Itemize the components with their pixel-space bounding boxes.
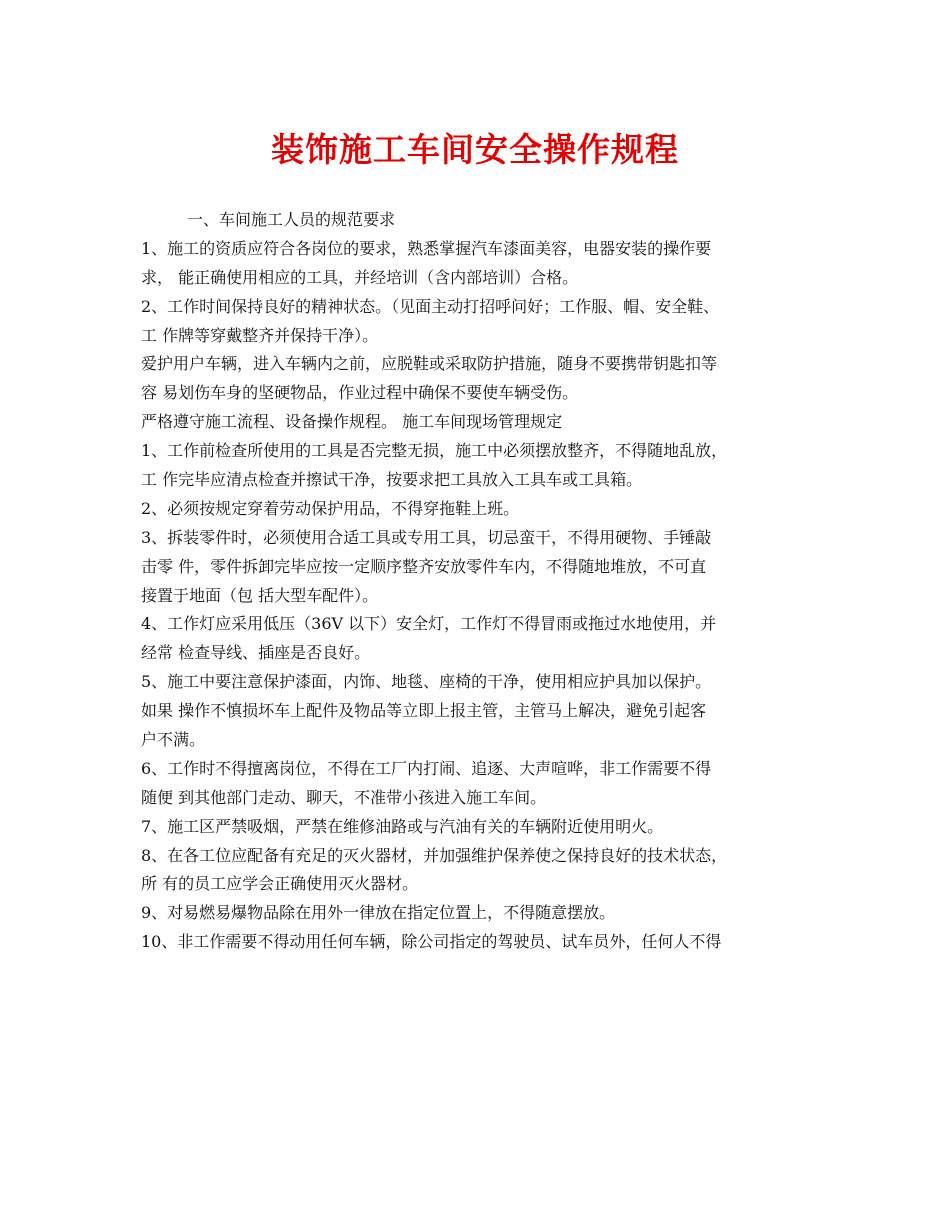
paragraph-line: 9、对易燃易爆物品除在用外一律放在指定位置上，不得随意摆放。 — [141, 903, 616, 923]
document-body — [141, 206, 831, 957]
paragraph-line: 6、工作时不得擅离岗位，不得在工厂内打闹、追逐、大声喧哗，非工作需要不得 — [141, 758, 712, 778]
paragraph-line: 4、工作灯应采用低压（36V 以下）安全灯，工作灯不得冒雨或拖过水地使用，并 — [141, 614, 717, 634]
paragraph-line: 1、工作前检查所使用的工具是否完整无损，施工中必须摆放整齐，不得随地乱放， — [141, 441, 728, 461]
paragraph-line: 接置于地面（包 括大型车配件）。 — [141, 585, 379, 605]
paragraph-line: 严格遵守施工流程、设备操作规程。 施工车间现场管理规定 — [141, 412, 563, 432]
paragraph-line: 求， 能正确使用相应的工具，并经培训（含内部培训）合格。 — [141, 267, 579, 287]
paragraph-line: 所 有的员工应学会正确使用灭火器材。 — [141, 874, 419, 894]
paragraph-line: 8、在各工位应配备有充足的灭火器材，并加强维护保养使之保持良好的技术状态， — [141, 845, 728, 865]
paragraph-line: 爱护用户车辆，进入车辆内之前，应脱鞋或采取防护措施，随身不要携带钥匙扣等 — [141, 354, 718, 374]
paragraph-line: 2、必须按规定穿着劳动保护用品，不得穿拖鞋上班。 — [141, 498, 520, 518]
paragraph-line: 3、拆装零件时，必须使用合适工具或专用工具，切忌蛮干，不得用硬物、手锤敲 — [141, 527, 712, 547]
section-heading: 一、车间施工人员的规范要求 — [187, 210, 396, 229]
paragraph-line: 随便 到其他部门走动、聊天，不准带小孩进入施工车间。 — [141, 787, 547, 807]
paragraph-line: 经常 检查导线、插座是否良好。 — [141, 643, 371, 663]
paragraph-line: 10、非工作需要不得动用任何车辆，除公司指定的驾驶员、试车员外，任何人不得 — [141, 932, 722, 952]
paragraph-line: 户不满。 — [141, 730, 206, 750]
paragraph-line: 工 作牌等穿戴整齐并保持干净）。 — [141, 325, 379, 345]
document-title: 装饰施工车间安全操作规程 — [271, 130, 679, 169]
paragraph-line: 如果 操作不慎损坏车上配件及物品等立即上报主管，主管马上解决，避免引起客 — [141, 701, 707, 721]
paragraph-line: 击零 件，零件拆卸完毕应按一定顺序整齐安放零件车内，不得随地堆放，不可直 — [141, 556, 707, 576]
paragraph-line: 容 易划伤车身的坚硬物品，作业过程中确保不要使车辆受伤。 — [141, 383, 579, 403]
paragraph-line: 7、施工区严禁吸烟，严禁在维修油路或与汽油有关的车辆附近使用明火。 — [141, 816, 664, 836]
paragraph-line: 1、施工的资质应符合各岗位的要求，熟悉掌握汽车漆面美容，电器安装的操作要 — [141, 238, 712, 258]
paragraph-line: 工 作完毕应清点检查并擦试干净，按要求把工具放入工具车或工具箱。 — [141, 470, 643, 490]
paragraph-line: 5、施工中要注意保护漆面，内饰、地毯、座椅的干净，使用相应护具加以保护。 — [141, 672, 712, 692]
paragraph-line: 2、工作时间保持良好的精神状态。（见面主动打招呼问好；工作服、帽、安全鞋、 — [141, 296, 720, 316]
